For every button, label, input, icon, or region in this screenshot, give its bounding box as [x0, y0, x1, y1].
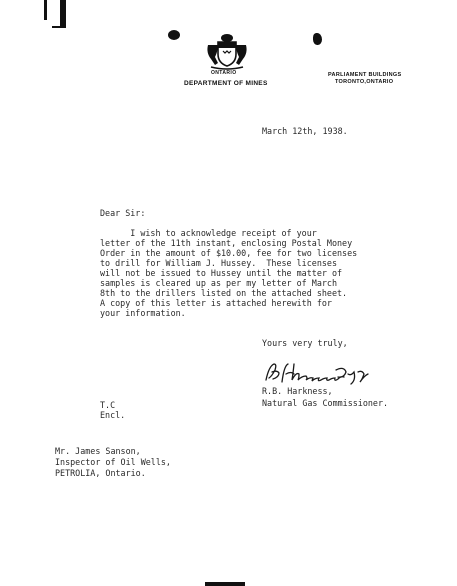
- letter-date: March 12th, 1938.: [262, 126, 348, 136]
- letterhead-address-line-2: TORONTO,ONTARIO: [335, 79, 394, 85]
- punch-hole-left: [168, 30, 180, 40]
- body-line: 8th to the drillers listed on the attached sheet.: [100, 288, 348, 298]
- body-line: will not be issued to Hussey until the matter of: [100, 268, 343, 278]
- body-line: to drill for William J. Hussey. These licenses: [100, 258, 337, 268]
- body-line: A copy of this letter is attached herewith for: [100, 298, 332, 308]
- signer-title: Natural Gas Commissioner.: [262, 398, 389, 408]
- letterhead-address-line-1: PARLIAMENT BUILDINGS: [328, 72, 402, 78]
- body-line: your information.: [100, 308, 186, 318]
- signer-name: R.B. Harkness,: [262, 386, 333, 396]
- letterhead-province: ONTARIO: [211, 70, 237, 76]
- scan-mark-left-base: [52, 26, 66, 28]
- scan-mark-left-bar: [44, 0, 47, 20]
- body-line: I wish to acknowledge receipt of your: [100, 228, 317, 238]
- scan-mark-bottom: [205, 582, 245, 586]
- body-line: Order in the amount of $10.00, fee for two licenses: [100, 248, 358, 258]
- recipient-title: Inspector of Oil Wells,: [55, 457, 171, 467]
- recipient-name: Mr. James Sanson,: [55, 446, 141, 456]
- body-line: samples is cleared up as per my letter of March: [100, 278, 337, 288]
- body-line: letter of the 11th instant, enclosing Postal Money: [100, 238, 353, 248]
- scan-mark-left-corner: [60, 0, 66, 28]
- enclosure-note: Encl.: [100, 410, 126, 420]
- complimentary-close: Yours very truly,: [262, 338, 348, 348]
- ontario-coat-of-arms-icon: [204, 33, 250, 75]
- recipient-location: PETROLIA, Ontario.: [55, 468, 146, 478]
- punch-hole-right: [313, 33, 322, 45]
- letterhead-department: DEPARTMENT OF MINES: [184, 80, 268, 87]
- typist-initials: T.C: [100, 400, 116, 410]
- salutation: Dear Sir:: [100, 208, 146, 218]
